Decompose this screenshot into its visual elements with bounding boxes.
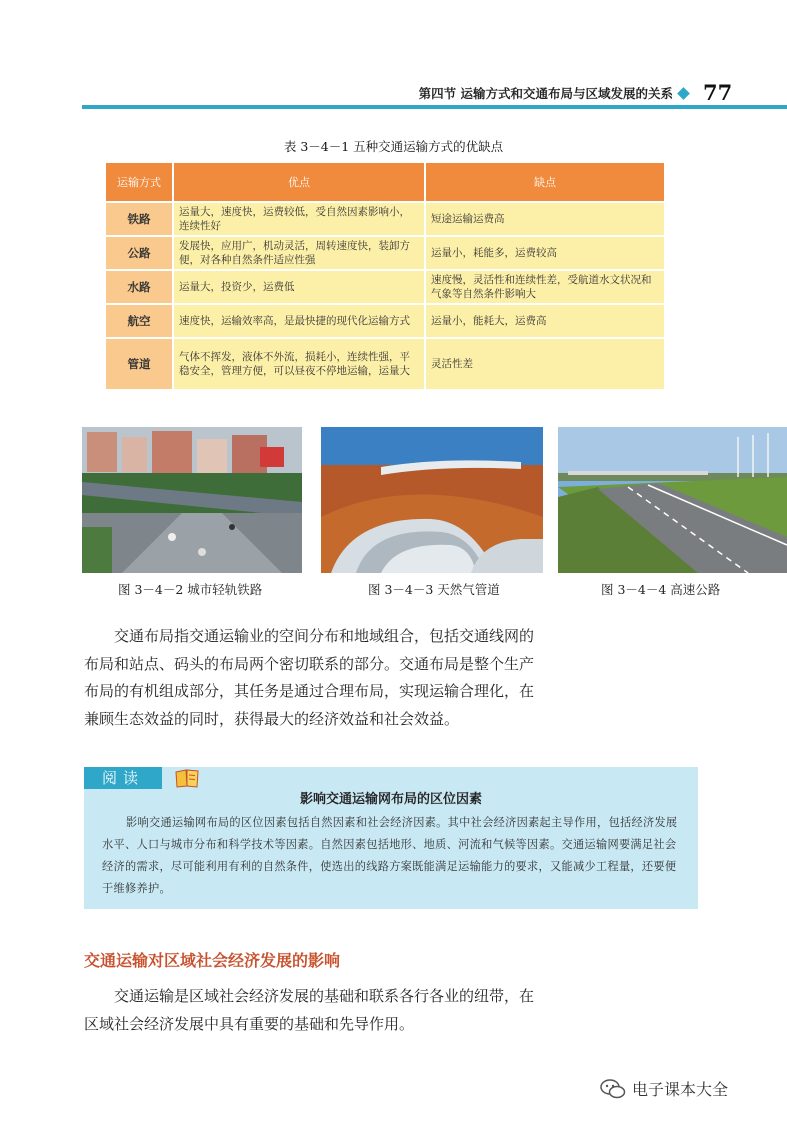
reading-tag: 阅读: [84, 767, 162, 789]
body-paragraph: 交通布局指交通运输业的空间分布和地域组合，包括交通线网的布局和站点、码头的布局两个密切联系的部分。交通布局是整个生产布局的有机组成部分，其任务是通过合理布局，实现运输合理化，在兼顾生态效益的同时，获得最大的经济效益和社会效益。: [84, 627, 535, 728]
table-row: [106, 236, 664, 270]
mode-cell: 管道: [106, 338, 173, 389]
page-number: 77: [703, 80, 733, 105]
mode-cell: 水路: [106, 270, 173, 304]
diamond-icon: [677, 87, 690, 100]
mode-cell: 铁路: [106, 202, 173, 236]
figure-caption: 图 3－4－4 高速公路: [601, 582, 721, 597]
table-row: [106, 202, 664, 236]
cons-cell: 运量小，耗能多，运费较高: [425, 236, 664, 270]
pros-cell: 运量大，投资少，运费低: [173, 270, 425, 304]
photo-light-rail: [82, 427, 302, 573]
pros-cell: 气体不挥发，液体不外流，损耗小，连续性强，平稳安全，管理方便，可以昼夜不停地运输，运量大: [173, 338, 425, 389]
photo-highway: [558, 427, 787, 573]
column-header-mode: 运输方式: [106, 163, 173, 202]
reading-title: 影响交通运输网布局的区位因素: [299, 792, 482, 807]
running-header-title: 第四节 运输方式和交通布局与区域发展的关系: [418, 86, 673, 101]
section-heading: 交通运输对区域社会经济发展的影响: [84, 951, 341, 970]
mode-cell: 公路: [106, 236, 173, 270]
reading-text: 影响交通运输网布局的区位因素包括自然因素和社会经济因素。其中社会经济因素起主导作用，包括经济发展水平、人口与城市分布和科学技术等因素。自然因素包括地形、地质、河流和气候等因素。交通运输网要满足社会经济的需求，尽可能利用有利的自然条件，使选出的线路方案既能满足运输能力的要求，又能减少工程量，还要便于维修养护。: [102, 816, 678, 895]
table-row: [106, 270, 664, 304]
pros-cell: 速度快，运输效率高，是最快捷的现代化运输方式: [173, 304, 425, 338]
watermark: [600, 1077, 728, 1100]
table-row: [106, 338, 664, 389]
cons-cell: 速度慢，灵活性和连续性差，受航道水文状况和气象等自然条件影响大: [425, 270, 664, 304]
comparison-table: [106, 163, 664, 389]
wechat-icon: [600, 1079, 626, 1099]
header-rule: [82, 105, 787, 109]
mode-cell: 航空: [106, 304, 173, 338]
cons-cell: 灵活性差: [425, 338, 664, 389]
photo-gas-pipeline: [321, 427, 543, 573]
cons-cell: 短途运输运费高: [425, 202, 664, 236]
pros-cell: 发展快，应用广，机动灵活，周转速度快，装卸方便，对各种自然条件适应性强: [173, 236, 425, 270]
watermark-text: 电子课本大全: [632, 1080, 729, 1099]
section-paragraph: 交通运输是区域社会经济发展的基础和联系各行各业的纽带，在区域社会经济发展中具有重要的基础和先导作用。: [84, 987, 535, 1033]
column-header-cons: 缺点: [425, 163, 664, 202]
column-header-pros: 优点: [173, 163, 425, 202]
figure-caption: 图 3－4－3 天然气管道: [368, 582, 500, 597]
table-row: [106, 304, 664, 338]
book-icon: [174, 768, 200, 788]
pros-cell: 运量大，速度快，运费较低，受自然因素影响小，连续性好: [173, 202, 425, 236]
table-caption: 表 3－4－1 五种交通运输方式的优缺点: [283, 139, 504, 154]
figure-caption: 图 3－4－2 城市轻轨铁路: [118, 582, 263, 597]
cons-cell: 运量小，能耗大，运费高: [425, 304, 664, 338]
